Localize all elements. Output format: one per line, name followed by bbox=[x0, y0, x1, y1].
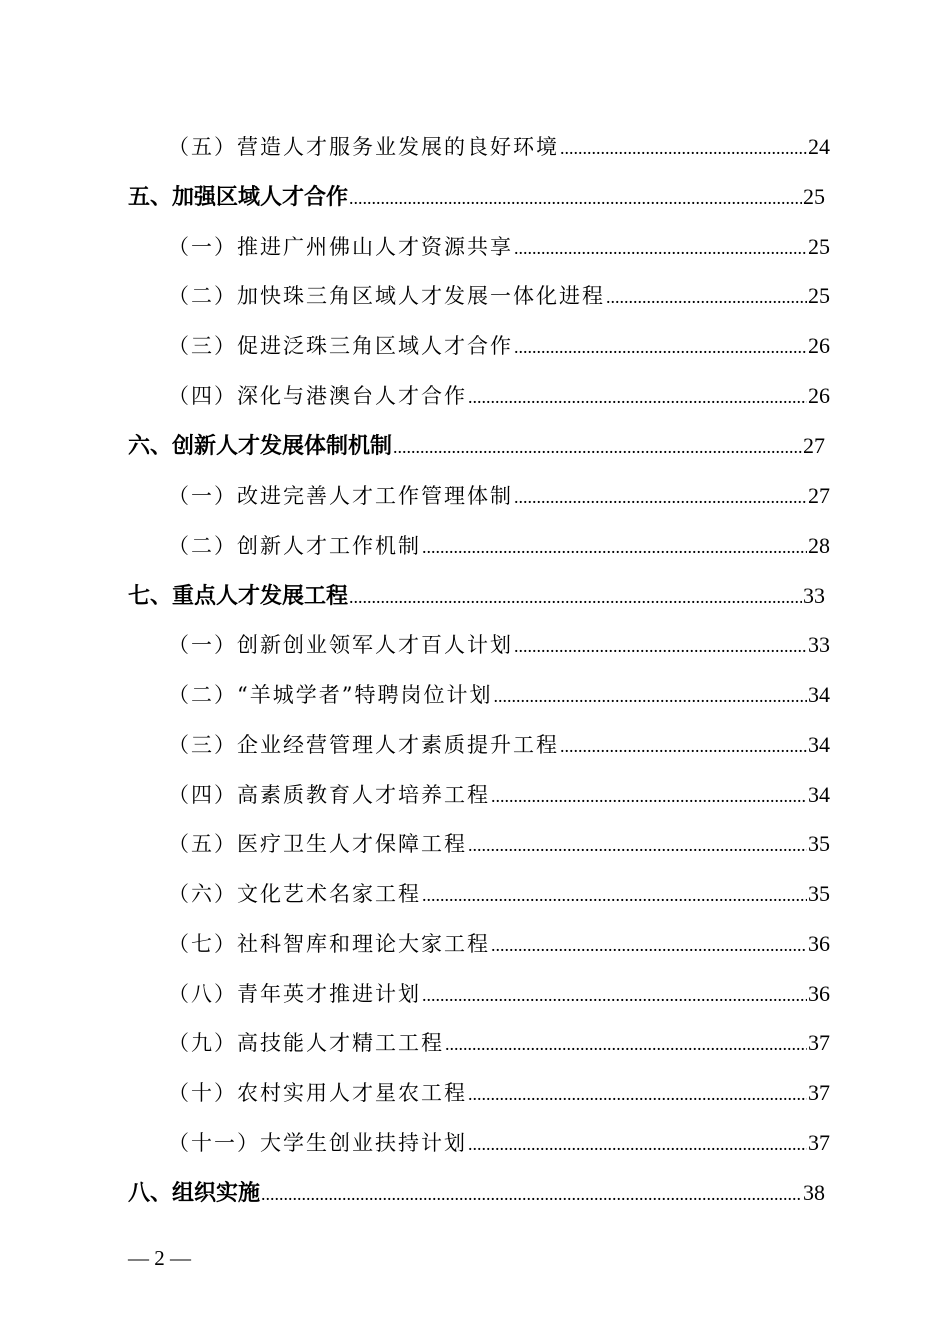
toc-entry-page: 33 bbox=[803, 583, 825, 608]
toc-entry[interactable] bbox=[128, 183, 825, 213]
toc-entry-title: （十一）大学生创业扶持计划 bbox=[168, 1131, 467, 1155]
toc-entry-title: （一）推进广州佛山人才资源共享 bbox=[168, 235, 513, 259]
toc-entry-page: 34 bbox=[808, 682, 830, 707]
toc-dot-leader bbox=[514, 483, 807, 511]
toc-entry-title: （十）农村实用人才星农工程 bbox=[168, 1081, 467, 1105]
toc-entry-page: 33 bbox=[808, 632, 830, 657]
toc-entry[interactable] bbox=[168, 482, 830, 512]
toc-entry-title: （一）创新创业领军人才百人计划 bbox=[168, 633, 513, 657]
toc-entry-title: 六、创新人才发展体制机制 bbox=[128, 434, 393, 459]
toc-entry-page: 25 bbox=[808, 234, 830, 259]
toc-dot-leader bbox=[349, 184, 802, 212]
toc-entry-page: 34 bbox=[808, 732, 830, 757]
toc-dot-leader bbox=[445, 1030, 807, 1058]
toc-entry[interactable] bbox=[168, 133, 830, 163]
toc-entry-title: （五）医疗卫生人才保障工程 bbox=[168, 832, 467, 856]
toc-entry-title: （八）青年英才推进计划 bbox=[168, 982, 421, 1006]
toc-entry[interactable] bbox=[168, 1079, 830, 1109]
toc-entry-title: （一）改进完善人才工作管理体制 bbox=[168, 484, 513, 508]
toc-entry-page: 35 bbox=[808, 831, 830, 856]
toc-entry-title: （七）社科智库和理论大家工程 bbox=[168, 932, 490, 956]
toc-entry[interactable] bbox=[168, 233, 830, 263]
toc-entry-page: 25 bbox=[808, 283, 830, 308]
toc-dot-leader bbox=[468, 383, 807, 411]
toc-dot-leader bbox=[491, 931, 807, 959]
toc-dot-leader bbox=[514, 234, 807, 262]
toc-dot-leader bbox=[560, 732, 807, 760]
toc-entry-page: 37 bbox=[808, 1030, 830, 1055]
toc-entry-title: 七、重点人才发展工程 bbox=[128, 584, 349, 609]
toc-entry[interactable] bbox=[168, 880, 830, 910]
toc-entry[interactable] bbox=[168, 382, 830, 412]
toc-entry-title: （六）文化艺术名家工程 bbox=[168, 882, 421, 906]
toc-dot-leader bbox=[349, 583, 802, 611]
toc-entry[interactable] bbox=[128, 1179, 825, 1209]
toc-entry-title: （二）“羊城学者”特聘岗位计划 bbox=[168, 683, 493, 707]
toc-entry-page: 36 bbox=[808, 981, 830, 1006]
toc-entry-page: 37 bbox=[808, 1080, 830, 1105]
toc-dot-leader bbox=[261, 1180, 802, 1208]
toc-entry-page: 24 bbox=[808, 134, 830, 159]
toc-entry[interactable] bbox=[168, 781, 830, 811]
toc-entry-page: 28 bbox=[808, 533, 830, 558]
toc-dot-leader bbox=[393, 433, 802, 461]
toc-entry-title: （四）深化与港澳台人才合作 bbox=[168, 384, 467, 408]
toc-entry-page: 26 bbox=[808, 333, 830, 358]
toc-entry-page: 36 bbox=[808, 931, 830, 956]
toc-entry[interactable] bbox=[168, 532, 830, 562]
toc-entry-title: （三）促进泛珠三角区域人才合作 bbox=[168, 334, 513, 358]
toc-dot-leader bbox=[468, 831, 807, 859]
toc-entry-title: （二）加快珠三角区域人才发展一体化进程 bbox=[168, 284, 605, 308]
toc-dot-leader bbox=[422, 981, 807, 1009]
toc-dot-leader bbox=[560, 134, 807, 162]
page-number-footer: — 2 — bbox=[128, 1246, 191, 1270]
toc-entry-page: 26 bbox=[808, 383, 830, 408]
toc-dot-leader bbox=[514, 632, 807, 660]
toc-entry-title: 五、加强区域人才合作 bbox=[128, 185, 349, 210]
toc-entry-page: 25 bbox=[803, 184, 825, 209]
toc-entry[interactable] bbox=[128, 582, 825, 612]
toc-entry-page: 27 bbox=[808, 483, 830, 508]
toc-entry[interactable] bbox=[168, 282, 830, 312]
toc-entry-title: （四）高素质教育人才培养工程 bbox=[168, 783, 490, 807]
toc-dot-leader bbox=[422, 533, 807, 561]
toc-entry-page: 34 bbox=[808, 782, 830, 807]
toc-entry[interactable] bbox=[168, 930, 830, 960]
toc-dot-leader bbox=[422, 881, 807, 909]
toc-entry[interactable] bbox=[168, 1129, 830, 1159]
toc-entry[interactable] bbox=[168, 631, 830, 661]
toc-entry-title: （二）创新人才工作机制 bbox=[168, 534, 421, 558]
toc-entry-page: 35 bbox=[808, 881, 830, 906]
toc-dot-leader bbox=[468, 1080, 807, 1108]
toc-entry[interactable] bbox=[168, 1029, 830, 1059]
toc-entry[interactable] bbox=[168, 731, 830, 761]
toc-dot-leader bbox=[493, 682, 807, 710]
toc-entry[interactable] bbox=[168, 332, 830, 362]
toc-entry-page: 27 bbox=[803, 433, 825, 458]
toc-entry-title: （五）营造人才服务业发展的良好环境 bbox=[168, 135, 559, 159]
toc-entry-title: （九）高技能人才精工工程 bbox=[168, 1031, 444, 1055]
toc-entry-page: 38 bbox=[803, 1180, 825, 1205]
toc-dot-leader bbox=[468, 1130, 807, 1158]
toc-entry-page: 37 bbox=[808, 1130, 830, 1155]
toc-entry[interactable] bbox=[168, 830, 830, 860]
toc-entry[interactable] bbox=[168, 681, 830, 711]
toc-entry-title: （三）企业经营管理人才素质提升工程 bbox=[168, 733, 559, 757]
toc-dot-leader bbox=[606, 283, 807, 311]
toc-entry[interactable] bbox=[128, 432, 825, 462]
toc-entry-title: 八、组织实施 bbox=[128, 1181, 261, 1206]
toc-dot-leader bbox=[491, 782, 807, 810]
toc-dot-leader bbox=[514, 333, 807, 361]
toc-entry[interactable] bbox=[168, 980, 830, 1010]
